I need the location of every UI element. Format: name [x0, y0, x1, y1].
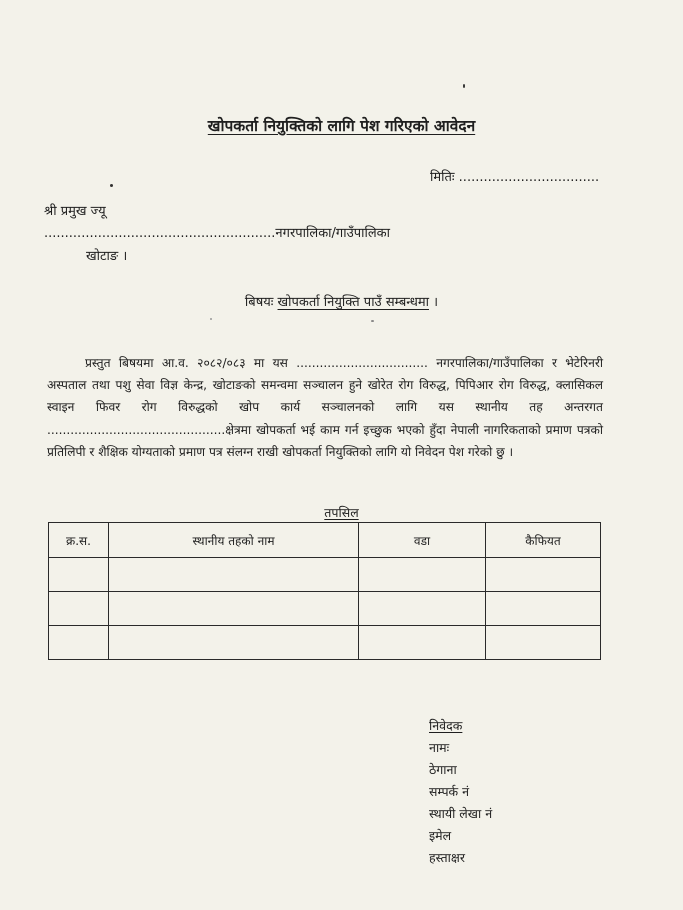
subject-end: ।: [433, 295, 439, 310]
signature-field-name: नामः: [429, 740, 450, 755]
document-title: [0, 114, 683, 136]
scan-speck: [110, 184, 113, 187]
table-cell: [359, 592, 486, 626]
table-caption-text: तपसिल: [324, 505, 359, 520]
date-line: मितिः ..................................: [430, 170, 600, 185]
body-paragraph: प्रस्तुत बिषयमा आ.व. २०८२/०८३ मा यस .................................. नगरपालिका/गाउँपालिका र भेटेरिनरी अस्पताल तथा पशु सेवा विज्ञ केन्द्र, खोटाङको समन्वमा सञ्चालन हुने खोरेत रोग विरुद्ध, पिपिआर रोग विरुद्ध, क्लासिकल स्वाइन फिवर रोग विरुद्धको खोप कार्य सञ्चालनको लागि यस स्थानीय तह अन्तरगत ..............................................क्षेत्रमा खोपकर्ता भई काम गर्न इच्छुक भएको हुँदा नेपाली नागरिकताको प्रमाण पत्रको प्रतिलिपी र शैक्षिक योग्यताको प्रमाण पत्र संलग्न राखी खोपकर्ता नियुक्तिको लागि यो निवेदन पेश गरेको छु ।: [47, 356, 603, 459]
subject-text: खोपकर्ता नियुक्ति पाउँ सम्बन्धमा: [277, 295, 429, 310]
table-cell: [49, 592, 109, 626]
subject-line: [0, 292, 683, 310]
table-cell: [49, 558, 109, 592]
scan-speck: [210, 318, 212, 320]
table-cell: [486, 558, 601, 592]
header-remarks: कैफियत: [486, 523, 601, 558]
addressee-line-3: खोटाङ ।: [86, 249, 128, 264]
title-text: खोपकर्ता नियुक्तिको लागि पेश गरिएको आवेदन: [207, 117, 476, 135]
table-row: [49, 626, 601, 660]
table-row: [49, 558, 601, 592]
signature-field-contact: सम्पर्क नं: [429, 784, 470, 799]
header-local-level: स्थानीय तहको नाम: [109, 523, 359, 558]
scan-speck: [371, 320, 374, 322]
signature-field-signature: हस्ताक्षर: [429, 850, 465, 865]
table-cell: [359, 626, 486, 660]
signature-field-email: इमेल: [429, 828, 452, 843]
signature-field-address: ठेगाना: [429, 762, 457, 777]
details-table: [48, 522, 601, 660]
addressee-line-2: ........................................................नगरपालिका/गाउँपालिका: [44, 226, 391, 241]
table-caption: [0, 504, 683, 521]
table-cell: [49, 626, 109, 660]
table-cell: [359, 558, 486, 592]
table-row: [49, 592, 601, 626]
table-cell: [109, 558, 359, 592]
addressee-line-1: श्री प्रमुख ज्यू: [44, 204, 106, 219]
header-serial: क्र.स.: [49, 523, 109, 558]
table-cell: [109, 592, 359, 626]
table-cell: [486, 592, 601, 626]
table-header-row: [49, 523, 601, 558]
table-cell: [109, 626, 359, 660]
body-paragraph-container: [47, 352, 603, 463]
table-cell: [486, 626, 601, 660]
subject-label: बिषयः: [244, 295, 274, 310]
signature-heading: निवेदक: [429, 718, 463, 733]
scan-speck: [463, 84, 465, 88]
signature-field-pan: स्थायी लेखा नं: [429, 806, 493, 821]
header-ward: वडा: [359, 523, 486, 558]
